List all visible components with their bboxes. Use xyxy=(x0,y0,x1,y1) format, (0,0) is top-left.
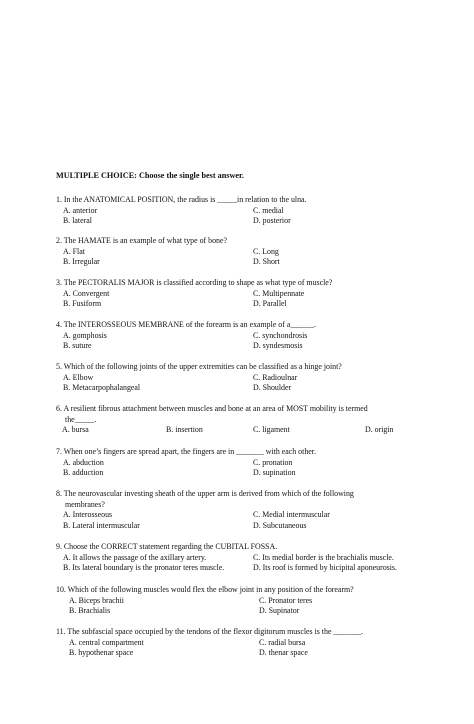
question-stem: 7. When one’s fingers are spread apart, the fingers are in _______ with each other. xyxy=(56,447,316,456)
question-6 xyxy=(56,404,452,436)
answer-options xyxy=(56,458,452,479)
option-c: C. Medial intermuscular xyxy=(253,510,330,520)
option-a: A. Interosseous xyxy=(63,510,113,520)
question-11 xyxy=(56,627,452,659)
section-heading: MULTIPLE CHOICE: Choose the single best answer. xyxy=(56,171,244,180)
question-stem: 4. The INTEROSSEOUS MEMBRANE of the forearm is an example of a______. xyxy=(56,320,316,329)
option-b: B. suture xyxy=(63,341,92,351)
option-a: A. Elbow xyxy=(63,372,94,382)
answer-options xyxy=(56,553,452,574)
question-7 xyxy=(56,447,452,479)
option-d: D. posterior xyxy=(253,216,291,226)
question-stem: 8. The neurovascular investing sheath of the upper arm is derived from which of the following xyxy=(56,489,354,498)
option-a: A. gomphosis xyxy=(63,330,107,340)
option-d: D. syndesmosis xyxy=(253,341,303,351)
option-b: B. hypothenar space xyxy=(69,648,134,658)
option-c: C. Long xyxy=(253,246,279,256)
option-c: C. radial bursa xyxy=(259,637,306,647)
answer-options xyxy=(56,247,452,268)
option-a: A. central compartment xyxy=(69,637,144,647)
question-stem: 11. The subfascial space occupied by the tendons of the flexor digitorum muscles is the _______. xyxy=(56,627,364,636)
option-c: C. synchondrosis xyxy=(253,330,308,340)
option-a: A. abduction xyxy=(63,457,104,467)
question-stem: 2. The HAMATE is an example of what type of bone? xyxy=(56,236,227,245)
question-stem: 10. Which of the following muscles would flex the elbow joint in any position of the forearm? xyxy=(56,585,354,594)
answer-options xyxy=(56,510,452,531)
question-stem: 3. The PECTORALIS MAJOR is classified according to shape as what type of muscle? xyxy=(56,278,333,287)
question-3 xyxy=(56,278,452,310)
question-8 xyxy=(56,489,452,531)
option-c: C. medial xyxy=(253,205,284,215)
option-b: B. Irregular xyxy=(63,257,100,267)
question-5 xyxy=(56,362,452,394)
answer-options xyxy=(56,289,452,310)
option-c: C. pronation xyxy=(253,457,293,467)
answer-options xyxy=(56,596,452,617)
option-b: B. Brachialis xyxy=(69,606,111,616)
question-9 xyxy=(56,542,452,574)
option-a: A. bursa xyxy=(62,425,89,435)
answer-options xyxy=(56,331,452,352)
option-d: D. origin xyxy=(365,425,394,435)
option-d: D. Subcutaneous xyxy=(253,520,307,530)
option-b: B. Metacarpophalangeal xyxy=(63,383,141,393)
option-b: B. Fusiform xyxy=(63,299,102,309)
option-c: C. Its medial border is the brachialis muscle. xyxy=(253,552,394,562)
question-2 xyxy=(56,236,452,268)
option-a: A. Biceps brachii xyxy=(69,595,124,605)
question-stem-continuation: the_____. xyxy=(65,414,97,424)
question-stem-continuation: membranes? xyxy=(65,499,105,509)
option-c: C. Pronator teres xyxy=(259,595,313,605)
option-d: D. Parallel xyxy=(253,299,287,309)
option-b: B. Its lateral boundary is the pronator teres muscle. xyxy=(63,563,225,573)
question-stem: 6. A resilient fibrous attachment between muscles and bone at an area of MOST mobility is termed xyxy=(56,404,368,413)
question-stem: 1. In the ANATOMICAL POSITION, the radius is _____in relation to the ulna. xyxy=(56,195,307,204)
question-1 xyxy=(56,195,452,227)
option-d: D. Its roof is formed by bicipital aponeurosis. xyxy=(253,563,397,573)
option-b: B. lateral xyxy=(63,216,92,226)
question-10 xyxy=(56,585,452,617)
question-4 xyxy=(56,320,452,352)
option-a: A. It allows the passage of the axillary artery. xyxy=(63,552,207,562)
option-d: D. Supinator xyxy=(259,606,300,616)
question-stem: 5. Which of the following joints of the upper extremities can be classified as a hinge joint? xyxy=(56,362,342,371)
option-a: A. Flat xyxy=(63,246,85,256)
answer-options xyxy=(56,373,452,394)
option-a: A. anterior xyxy=(63,205,98,215)
option-d: D. thenar space xyxy=(259,648,308,658)
answer-options xyxy=(56,425,452,436)
option-d: D. Shoulder xyxy=(253,383,292,393)
answer-options xyxy=(56,206,452,227)
option-d: D. supination xyxy=(253,468,296,478)
option-d: D. Short xyxy=(253,257,280,267)
option-c: C. ligament xyxy=(253,425,290,435)
option-b: B. insertion xyxy=(166,425,203,435)
option-b: B. Lateral intermuscular xyxy=(63,520,140,530)
option-c: C. Multipennate xyxy=(253,288,305,298)
question-stem: 9. Choose the CORRECT statement regarding the CUBITAL FOSSA. xyxy=(56,542,278,551)
option-a: A. Convergent xyxy=(63,288,110,298)
answer-options xyxy=(56,638,452,659)
option-b: B. adduction xyxy=(63,468,104,478)
option-c: C. Radioulnar xyxy=(253,372,298,382)
